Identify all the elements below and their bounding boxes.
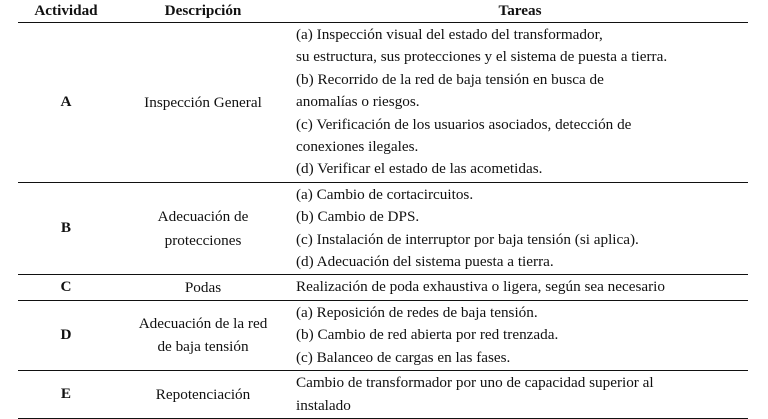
tasks-cell xyxy=(292,371,748,419)
task-line: (b) Cambio de DPS. xyxy=(296,208,420,226)
activity-cell: D xyxy=(18,300,114,370)
header-activity: Actividad xyxy=(18,0,114,23)
activity-cell: C xyxy=(18,275,114,300)
table-row xyxy=(18,300,748,370)
task-line: (b) Recorrido de la red de baja tensión en busca de xyxy=(296,70,604,88)
task-line: conexiones ilegales. xyxy=(296,138,419,156)
description-cell xyxy=(114,182,292,275)
task-line: (d) Verificar el estado de las acometidas. xyxy=(296,160,543,178)
task-line: Cambio de transformador por uno de capacidad superior al xyxy=(296,374,654,392)
activity-cell: A xyxy=(18,23,114,183)
description-line: de baja tensión xyxy=(157,338,249,356)
task-line: (c) Balanceo de cargas en las fases. xyxy=(296,348,511,366)
task-line: (b) Cambio de red abierta por red trenzada. xyxy=(296,326,559,344)
task-line: (a) Reposición de redes de baja tensión. xyxy=(296,303,538,321)
description-cell xyxy=(114,300,292,370)
tasks-cell xyxy=(292,23,748,183)
description-cell xyxy=(114,23,292,183)
task-line: Realización de poda exhaustiva o ligera, según sea necesario xyxy=(296,278,665,296)
activity-cell: B xyxy=(18,182,114,275)
description-line: Adecuación de la red xyxy=(138,314,268,332)
description-line: Repotenciación xyxy=(155,385,251,403)
task-line: instalado xyxy=(296,396,351,414)
table-row xyxy=(18,371,748,419)
description-line: Podas xyxy=(184,278,222,296)
tasks-cell xyxy=(292,300,748,370)
table-row xyxy=(18,23,748,183)
task-line: su estructura, sus protecciones y el sistema de puesta a tierra. xyxy=(296,48,668,66)
description-cell xyxy=(114,275,292,300)
header-tasks: Tareas xyxy=(292,0,748,23)
task-line: (d) Adecuación del sistema puesta a tierra. xyxy=(296,253,554,271)
description-line: Adecuación de xyxy=(157,208,249,226)
tasks-cell xyxy=(292,182,748,275)
activity-cell: E xyxy=(18,371,114,419)
table-row xyxy=(18,275,748,300)
task-line: (a) Cambio de cortacircuitos. xyxy=(296,185,474,203)
task-line: (c) Verificación de los usuarios asociados, detección de xyxy=(296,115,632,133)
description-line: Inspección General xyxy=(144,93,262,111)
task-line: (c) Instalación de interruptor por baja tensión (si aplica). xyxy=(296,230,639,248)
description-line: protecciones xyxy=(164,231,242,249)
task-line: anomalías o riesgos. xyxy=(296,93,420,111)
table-row xyxy=(18,182,748,275)
table-header-row xyxy=(18,0,748,23)
task-line: (a) Inspección visual del estado del transformador, xyxy=(296,26,603,43)
activities-table xyxy=(18,0,748,419)
description-cell xyxy=(114,371,292,419)
tasks-cell xyxy=(292,275,748,300)
header-description: Descripción xyxy=(114,0,292,23)
